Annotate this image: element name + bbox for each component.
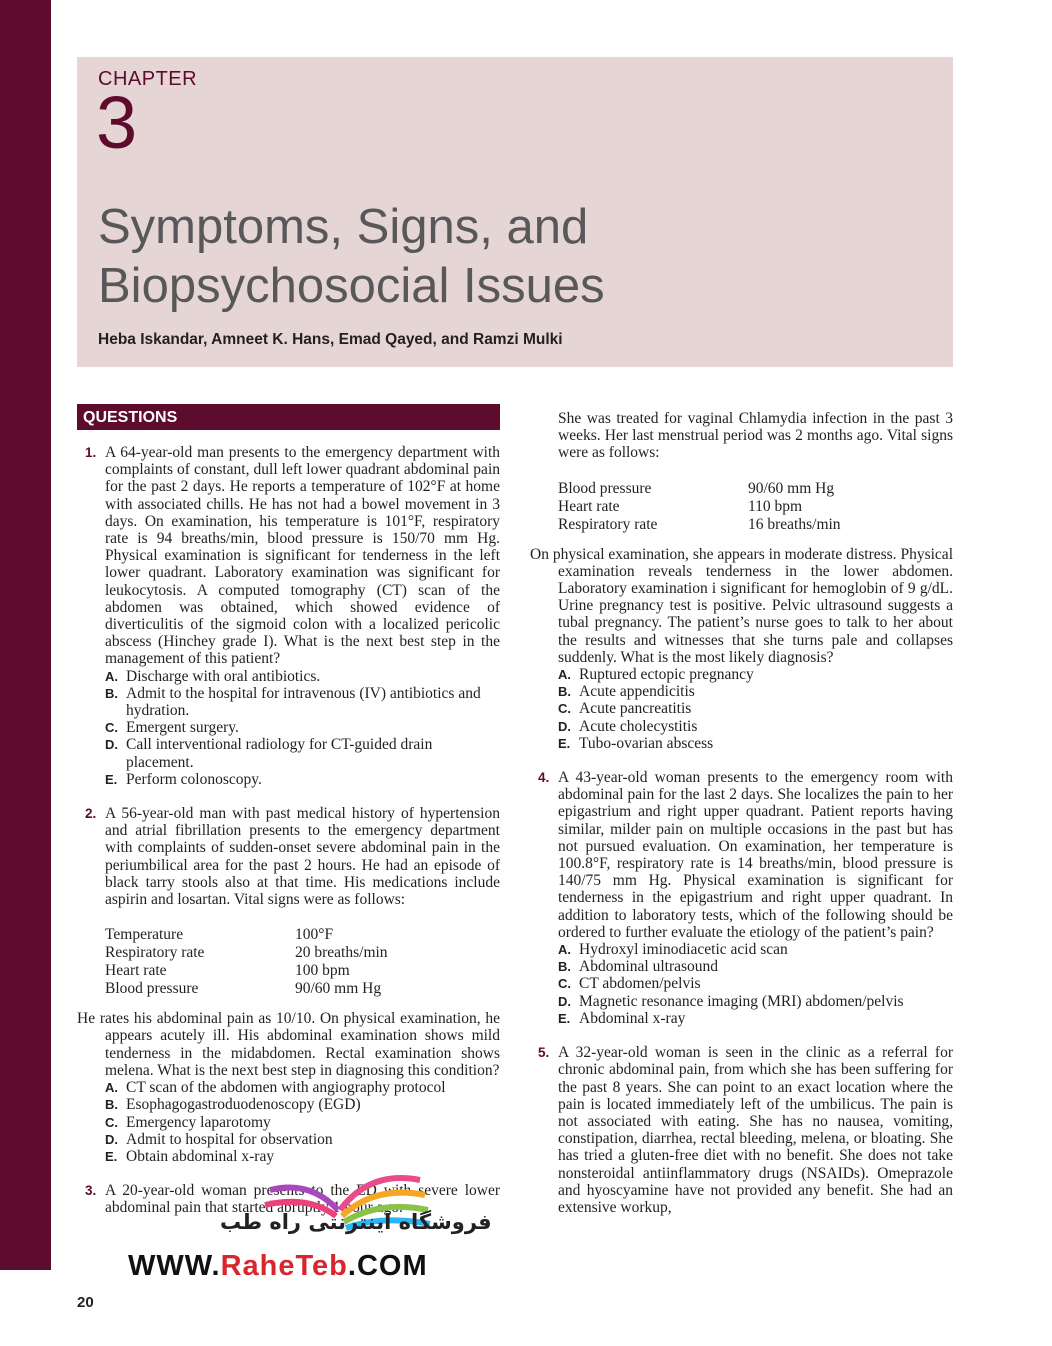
option-letter: B. [105,685,118,701]
option-d [77,736,500,770]
vital-value: 90/60 mm Hg [295,980,382,998]
option-c [77,1114,500,1131]
vitals-row [105,980,500,998]
option-text: Obtain abdominal x-ray [126,1147,275,1165]
option-letter: D. [105,1131,118,1147]
option-text: Esophagogastroduodenoscopy (EGD) [126,1096,361,1114]
option-text: Abdominal ultrasound [579,958,719,976]
option-letter: C. [105,1114,118,1130]
option-text: Magnetic resonance imaging (MRI) abdomen/pelvis [579,992,904,1010]
question-1 [77,444,500,668]
chapter-number: 3 [96,81,138,164]
question-4 [530,769,953,941]
option-letter: A. [558,667,571,683]
option-a [530,666,953,683]
option-e [77,771,500,788]
option-letter: B. [105,1097,118,1113]
option-letter: D. [558,993,571,1009]
chapter-side-bar [0,0,51,1270]
option-text: CT abdomen/pelvis [579,975,701,993]
option-text: Ruptured ectopic pregnancy [579,666,754,684]
option-letter: D. [558,718,571,734]
option-letter: E. [105,1148,118,1164]
answer-options [530,941,953,1027]
vital-value: 110 bpm [748,497,803,515]
vitals-row [105,944,500,962]
question-number: 3. [85,1183,97,1199]
option-letter: A. [105,668,118,684]
option-text: Admit to the hospital for intravenous (IV) antibiotics and hydration. [126,684,481,720]
option-b [77,1096,500,1113]
question-number: 5. [538,1045,550,1061]
option-letter: C. [558,701,571,717]
question-stem: A 20-year-old woman presents to the ED with severe lower abdominal pain that started abruptly 1 hour ago. [105,1182,500,1217]
option-letter: A. [105,1080,118,1096]
left-column [77,444,500,1217]
question-2 [77,805,500,908]
vitals-row [105,926,500,944]
question-stem: A 32-year-old woman is seen in the clinic as a referral for chronic abdominal pain, from which she has been suffering for the past 8 years. She can point to an exact location where the pain is located immediately left of the umbilicus. The pain is not associated with eating. She has no nausea, vomiting, constipation, diarrhea, rectal bleeding, melena, or bloating. She has tried a gluten-free diet with no benefit. She does not take nonsteroidal antiinflammatory drugs (NSAIDs). Omeprazole and hyoscyamine have not provided any benefit. She had an extensive workup, [558,1044,953,1216]
answer-options [530,666,953,752]
vital-value: 100 bpm [295,962,350,980]
page-number: 20 [77,1294,94,1311]
vitals-table [558,480,953,534]
option-b [77,685,500,719]
question-3-stem-continued: She was treated for vaginal Chlamydia infection in the past 3 weeks. Her last menstrual period was 2 months ago. Vital signs were as follows: [558,410,953,462]
option-b [530,958,953,975]
question-continuation: He rates his abdominal pain as 10/10. On physical examination, he appears acutely ill. His abdominal examination shows mild tenderness in the midabdomen. Rectal examination shows melena. What is the next best step in diagnosing this condition? [77,1010,500,1079]
vitals-row [558,516,953,534]
option-text: Acute cholecystitis [579,717,698,735]
option-letter: D. [105,737,118,753]
option-text: Call interventional radiology for CT-guided drain placement. [126,736,433,771]
option-b [530,683,953,700]
question-number: 1. [85,445,97,460]
option-letter: E. [558,735,571,751]
vital-label: Temperature [105,926,184,944]
option-letter: C. [558,976,571,992]
option-c [530,975,953,992]
option-text: Hydroxyl iminodiacetic acid scan [579,941,788,959]
option-text: Acute pancreatitis [579,700,692,718]
option-a [530,941,953,958]
option-text: CT scan of the abdomen with angiography protocol [126,1079,446,1097]
question-continuation: On physical examination, she appears in moderate distress. Physical examination reveals tenderness in the lower abdomen. Laboratory examination i significant for hemoglobin of 9 g/dL. Urine pregnancy test is positive. Pelvic ultrasound suggests a tubal pregnancy. The patient’s nurse goes to talk to her about the results and witnesses that she turns pale and collapses suddenly. What is the most likely diagnosis? [530,545,953,666]
option-text: Perform colonoscopy. [126,770,262,788]
option-text: Tubo-ovarian abscess [579,734,714,752]
chapter-title-line2: Biopsychosocial Issues [98,259,605,313]
question-number: 4. [538,770,550,786]
vital-label: Respiratory rate [558,515,658,533]
option-a [77,1079,500,1096]
option-text: Admit to hospital for observation [126,1130,333,1148]
option-d [77,1131,500,1148]
watermark-suffix: .COM [347,1250,428,1282]
option-text: Emergency laparotomy [126,1113,271,1131]
option-text: Abdominal x-ray [579,1009,686,1027]
vitals-row [558,498,953,516]
option-c [77,719,500,736]
watermark-persian-text: فروشگاه اینترنتی راه طب [220,1210,492,1234]
watermark-brand: RaheTeb [220,1250,348,1282]
question-5 [530,1044,953,1216]
vital-value: 20 breaths/min [295,944,388,962]
option-letter: B. [558,959,571,975]
option-c [530,700,953,717]
watermark-site [128,1250,428,1283]
vital-value: 16 breaths/min [748,515,841,533]
questions-heading: QUESTIONS [77,404,500,430]
vital-label: Blood pressure [558,479,652,497]
option-text: Discharge with oral antibiotics. [126,667,321,685]
vitals-row [105,962,500,980]
option-letter: E. [558,1010,571,1026]
question-stem: A 56-year-old man with past medical history of hypertension and atrial fibrillation presents to the emergency department with complaints of sudden-onset severe abdominal pain in the periumbilical area for the past 2 hours. He had an episode of black tarry stools also at that time. His medications include aspirin and losartan. Vital signs were as follows: [105,805,500,909]
option-letter: C. [105,720,118,736]
vitals-table [105,926,500,998]
option-d [530,718,953,735]
option-letter: B. [558,684,571,700]
authors: Heba Iskandar, Amneet K. Hans, Emad Qayed, and Ramzi Mulki [98,331,563,348]
vital-label: Respiratory rate [105,944,205,962]
vital-value: 90/60 mm Hg [748,479,835,497]
vital-label: Heart rate [558,497,620,515]
vital-label: Heart rate [105,962,167,980]
option-letter: A. [558,942,571,958]
vitals-row [558,480,953,498]
option-a [77,668,500,685]
option-letter: E. [105,771,118,787]
chapter-label: CHAPTER [98,68,198,90]
vital-label: Blood pressure [105,980,199,998]
option-d [530,993,953,1010]
question-number: 2. [85,806,97,822]
right-column [530,410,953,1216]
chapter-title-line1: Symptoms, Signs, and [98,200,589,254]
watermark-prefix: WWW. [128,1250,221,1282]
option-text: Acute appendicitis [579,683,695,701]
option-text: Emergent surgery. [126,719,239,737]
question-stem: A 64-year-old man presents to the emergency department with complaints of constant, dull left lower quadrant abdominal pain for the past 2 days. He reports a temperature of 102°F at home with associated chills. He has not had a bowel movement in 3 days. On examination, his temperature is 101°F, respiratory rate is 94 breaths/min, blood pressure is 150/70 mm Hg. Physical examination is significant for tenderness in the left lower quadrant. Laboratory examination was significant for leukocytosis. A computed tomography (CT) scan of the abdomen was obtained, which showed evidence of diverticulitis of the sigmoid colon with a localized pericolic abscess (Hinchey grade I). What is the next best step in the management of this patient? [105,444,500,668]
chapter-title [98,198,798,316]
option-e [530,1010,953,1027]
vital-value: 100°F [295,926,334,944]
answer-options [77,668,500,788]
option-e [530,735,953,752]
question-stem: A 43-year-old woman presents to the emergency room with abdominal pain for the last 2 days. She localizes the pain to her epigastrium and right upper quadrant. Patient reports having similar, milder pain on multiple occasions in the past but has not pursued evaluation. On examination, her temperature is 100.8°F, respiratory rate is 14 breaths/min, blood pressure is 140/75 mm Hg. Physical examination is significant for tenderness in the epigastrium and right upper quadrant. In addition to laboratory tests, which of the following should be ordered to further evaluate the etiology of the patient’s pain? [558,769,953,941]
